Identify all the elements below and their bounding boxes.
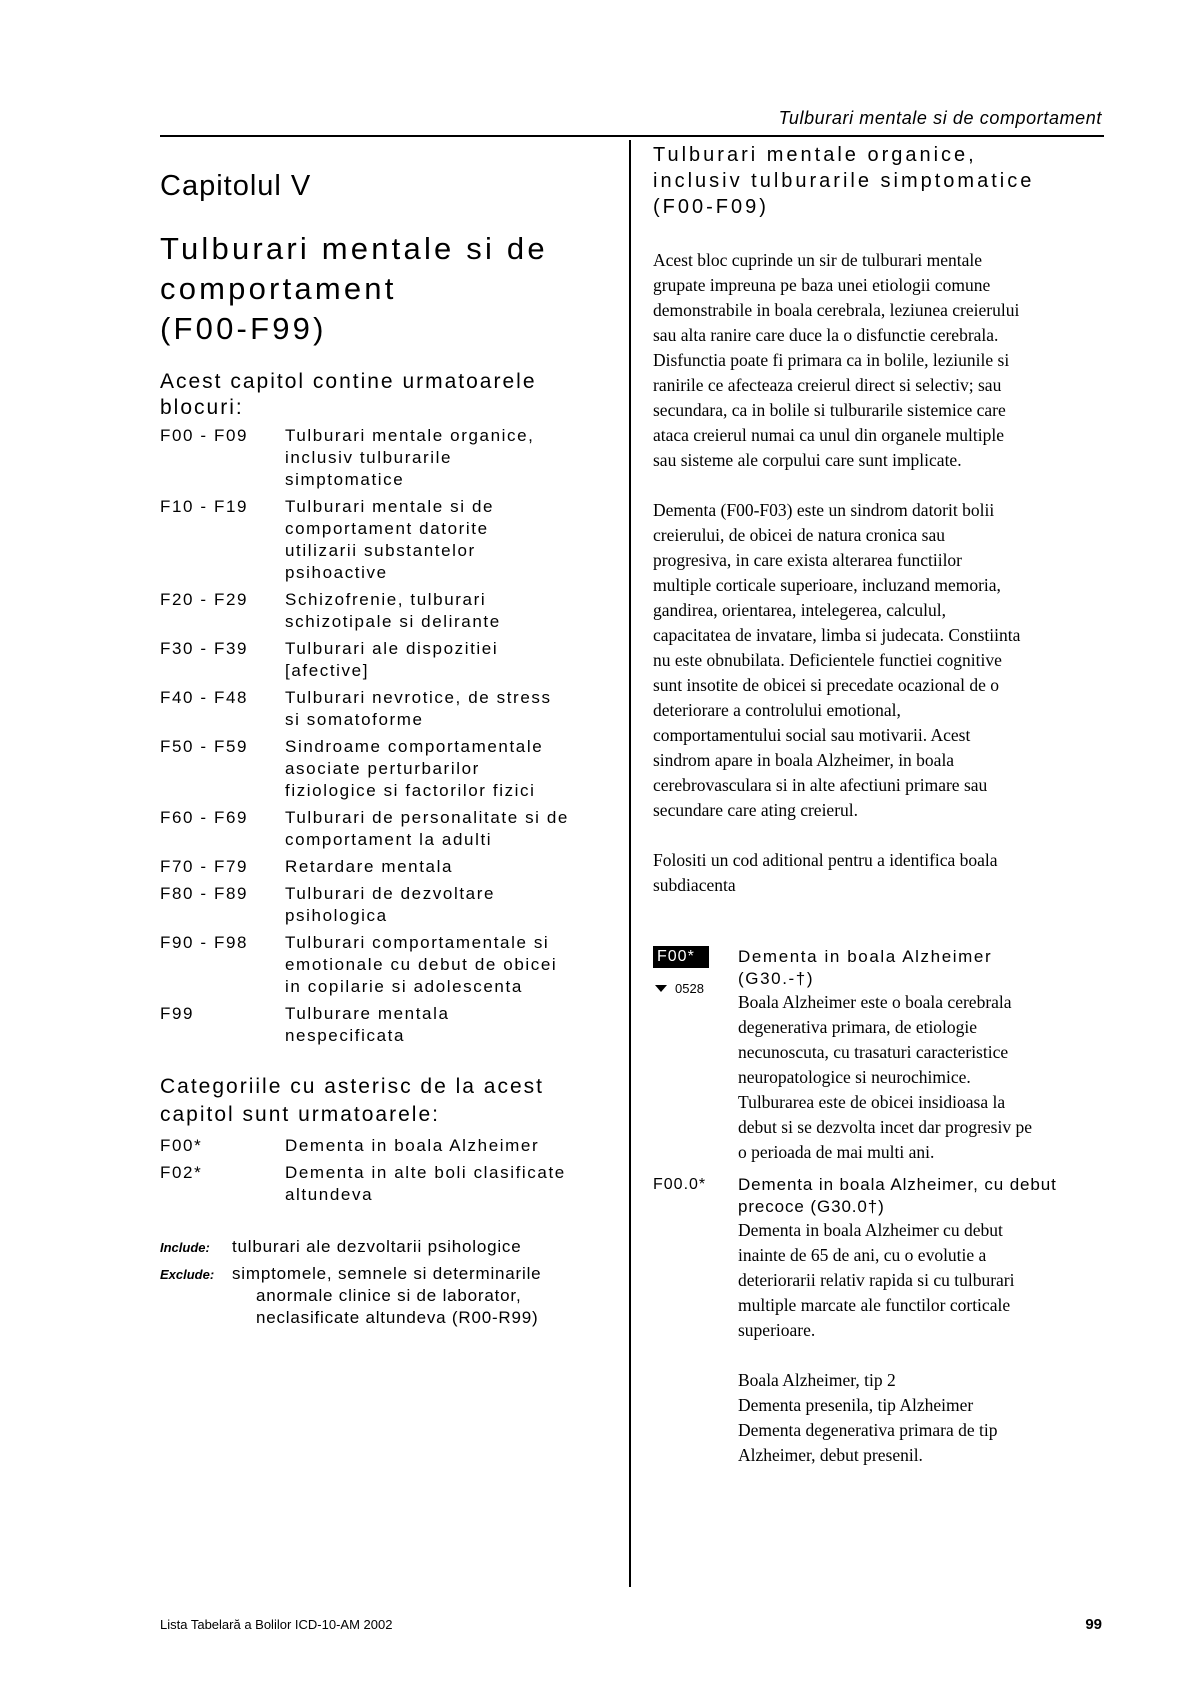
entry-code-column: [653, 946, 738, 1165]
paragraph-line: subdiacenta: [653, 875, 736, 895]
chapter-title-line: Tulburari mentale si de: [160, 231, 548, 266]
entry-body-line: deteriorarii relativ rapida si cu tulburari: [738, 1270, 1015, 1290]
description-line: comportament datorite: [285, 519, 489, 538]
entry-body-line: degenerativa primara, de etiologie: [738, 1017, 978, 1037]
block-description: [285, 883, 615, 927]
description-line: Schizofrenie, tulburari: [285, 590, 487, 609]
description-line: Tulburari mentale si de: [285, 497, 495, 516]
entry-body-line: neuropatologice si neurochimice.: [738, 1067, 971, 1087]
paragraph-line: sau sisteme ale corpului care sunt implicate.: [653, 450, 962, 470]
entry-body-line: superioare.: [738, 1320, 816, 1340]
block-title-line: Tulburari mentale organice,: [653, 144, 977, 166]
cross-reference-number: 0528: [675, 981, 704, 996]
entry-code-column: [653, 1174, 738, 1468]
cross-reference[interactable]: [653, 981, 738, 996]
inclusion-terms: [738, 1368, 1108, 1468]
description-line: psihologica: [285, 906, 388, 925]
include-text: [232, 1236, 521, 1259]
asterisk-intro: [160, 1073, 615, 1129]
triangle-down-icon: [655, 985, 667, 992]
code-row: [160, 1162, 615, 1206]
include-exclude: [160, 1236, 615, 1329]
code-row: [160, 496, 615, 584]
asterisk-intro-line: Categoriile cu asterisc de la acest: [160, 1075, 544, 1098]
entry-body-line: multiple marcate ale functilor corticale: [738, 1295, 1011, 1315]
block-description: [285, 1135, 615, 1157]
coding-instruction: [653, 848, 1108, 898]
paragraph-line: sau alta ranire care duce la o disfunctie cerebrala.: [653, 325, 999, 345]
inclusion-term: Boala Alzheimer, tip 2: [738, 1370, 896, 1390]
paragraph-line: sunt insotite de obicei si precedate ocazional de o: [653, 675, 999, 695]
include-label: Include:: [160, 1240, 210, 1255]
entry-body: [738, 990, 1108, 1165]
chapter-title-line: comportament: [160, 271, 397, 306]
entry-title-line: Dementa in boala Alzheimer: [738, 947, 993, 966]
blocks-table: [160, 425, 615, 1047]
exclude-row: [160, 1263, 615, 1329]
code-row: [160, 687, 615, 731]
paragraph-line: sindrom apare in boala Alzheimer, in boala: [653, 750, 955, 770]
code-entry-f00: [653, 946, 1108, 1165]
block-title-line: (F00-F09): [653, 196, 769, 218]
entry-title-line: precoce (G30.0†): [738, 1197, 885, 1216]
block-description: [285, 736, 615, 802]
block-description: [285, 638, 615, 682]
page-number: 99: [1085, 1616, 1102, 1633]
asterisk-table: [160, 1135, 615, 1206]
paragraph-line: ranirile ce afecteaza creierul direct si selectiv; sau: [653, 375, 1002, 395]
entry-body: [738, 1218, 1108, 1343]
block-description: [285, 496, 615, 584]
paragraph-line: Folositi un cod aditional pentru a identifica boala: [653, 850, 998, 870]
code-row: [160, 883, 615, 927]
description-line: in copilarie si adolescenta: [285, 977, 523, 996]
block-title-line: inclusiv tulburarile simptomatice: [653, 170, 1035, 192]
block-code: F40 - F48: [160, 688, 249, 707]
blocks-intro-line: Acest capitol contine urmatoarele: [160, 370, 537, 393]
inclusion-term: Dementa degenerativa primara de tip: [738, 1420, 998, 1440]
blocks-intro-line: blocuri:: [160, 396, 244, 419]
entry-body-line: Tulburarea este de obicei insidioasa la: [738, 1092, 1006, 1112]
paragraph-line: grupate impreuna pe baza unei etiologii comune: [653, 275, 991, 295]
block-code: F99: [160, 1004, 195, 1023]
right-column: [653, 142, 1108, 1468]
block-code: F10 - F19: [160, 497, 249, 516]
paragraph-line: progresiva, in care exista alterarea functiilor: [653, 550, 963, 570]
code-row: [160, 638, 615, 682]
block-description: [285, 1162, 615, 1206]
description-line: [afective]: [285, 661, 370, 680]
paragraph-line: comportamentului social sau motivarii. Acest: [653, 725, 971, 745]
description-line: Retardare mentala: [285, 857, 453, 876]
description-line: Sindroame comportamentale: [285, 737, 544, 756]
code-row: [160, 736, 615, 802]
block-description: [285, 932, 615, 998]
paragraph-line: cerebrovasculara si in alte afectiuni primare sau: [653, 775, 988, 795]
block-code: F02*: [160, 1163, 203, 1182]
block-title: [653, 142, 1108, 220]
block-description: [285, 687, 615, 731]
paragraph-line: creierului, de obicei de natura cronica sau: [653, 525, 946, 545]
header-rule: [160, 135, 1104, 137]
code-row: [160, 807, 615, 851]
include-line: tulburari ale dezvoltarii psihologice: [232, 1237, 522, 1256]
code-row: [160, 1003, 615, 1047]
code-entry-f00-0: [653, 1174, 1108, 1468]
blocks-intro: [160, 369, 615, 421]
paragraph-line: capacitatea de invatare, limba si judecata. Constiinta: [653, 625, 1021, 645]
block-description: [285, 856, 615, 878]
paragraph-line: ataca creierul numai ca unul din organele multiple: [653, 425, 1004, 445]
description-line: Tulburari de dezvoltare: [285, 884, 496, 903]
running-header: Tulburari mentale si de comportament: [778, 108, 1102, 128]
description-line: fiziologice si factorilor fizici: [285, 781, 536, 800]
description-line: nespecificata: [285, 1026, 406, 1045]
entry-content: [738, 1174, 1108, 1468]
block-code: F80 - F89: [160, 884, 249, 903]
block-code: F00 - F09: [160, 426, 249, 445]
dementia-description: [653, 498, 1108, 823]
description-line: simptomatice: [285, 470, 405, 489]
entry-body-line: inainte de 65 de ani, cu o evolutie a: [738, 1245, 987, 1265]
description-line: Tulburari comportamentale si: [285, 933, 550, 952]
code-entries: [653, 946, 1108, 1468]
exclude-label: Exclude:: [160, 1267, 215, 1282]
block-code: F00*: [160, 1136, 203, 1155]
paragraph-line: nu este obnubilata. Deficientele functiei cognitive: [653, 650, 1002, 670]
chapter-label: Capitolul V: [160, 170, 312, 202]
paragraph-line: Disfunctia poate fi primara ca in bolile, leziunile si: [653, 350, 1010, 370]
code-row: [160, 856, 615, 878]
entry-body-line: debut si se dezvolta incet dar progresiv pe: [738, 1117, 1032, 1137]
block-description: [285, 589, 615, 633]
paragraph-line: deteriorare a controlului emotional,: [653, 700, 901, 720]
code-row: [160, 932, 615, 998]
asterisk-intro-line: capitol sunt urmatoarele:: [160, 1103, 440, 1126]
exclude-line: neclasificate altundeva (R00-R99): [256, 1308, 539, 1327]
exclude-text: [232, 1263, 541, 1329]
block-description: [285, 1003, 615, 1047]
description-line: Dementa in alte boli clasificate: [285, 1163, 566, 1182]
block-code: F50 - F59: [160, 737, 249, 756]
paragraph-line: multiple corticale superioare, incluzand memoria,: [653, 575, 1001, 595]
block-code: F30 - F39: [160, 639, 249, 658]
paragraph-line: demonstrabile in boala cerebrala, leziunea creierului: [653, 300, 1020, 320]
code-row: [160, 425, 615, 491]
block-description: [285, 425, 615, 491]
block-code: F90 - F98: [160, 933, 249, 952]
block-code: F60 - F69: [160, 808, 249, 827]
inclusion-term: Dementa presenila, tip Alzheimer: [738, 1395, 974, 1415]
code-badge: F00*: [653, 946, 709, 968]
entry-title-line: (G30.-†): [738, 969, 815, 988]
description-line: Tulburari nevrotice, de stress: [285, 688, 552, 707]
paragraph-line: Dementa (F00-F03) este un sindrom datorit bolii: [653, 500, 995, 520]
description-line: Tulburari de personalitate si de: [285, 808, 569, 827]
entry-body-line: Dementa in boala Alzheimer cu debut: [738, 1220, 1003, 1240]
description-line: psihoactive: [285, 563, 388, 582]
footer-publication: Lista Tabelară a Bolilor ICD-10-AM 2002: [160, 1617, 393, 1632]
entry-body-line: o perioada de mai multi ani.: [738, 1142, 935, 1162]
description-line: schizotipale si delirante: [285, 612, 501, 631]
block-description: [653, 248, 1108, 473]
description-line: inclusiv tulburarile: [285, 448, 453, 467]
chapter-title: [160, 229, 615, 349]
exclude-line: anormale clinice si de laborator,: [256, 1286, 522, 1305]
description-line: si somatoforme: [285, 710, 424, 729]
entry-code: F00.0*: [653, 1176, 707, 1193]
chapter-title-line: (F00-F99): [160, 311, 327, 346]
description-line: Tulburare mentala: [285, 1004, 450, 1023]
entry-title-line: Dementa in boala Alzheimer, cu debut: [738, 1175, 1057, 1194]
description-line: utilizarii substantelor: [285, 541, 476, 560]
description-line: Tulburari ale dispozitiei: [285, 639, 499, 658]
description-line: Dementa in boala Alzheimer: [285, 1136, 540, 1155]
block-code: F20 - F29: [160, 590, 249, 609]
include-row: [160, 1236, 615, 1259]
block-description: [285, 807, 615, 851]
entry-body-line: Boala Alzheimer este o boala cerebrala: [738, 992, 1012, 1012]
left-column: [160, 170, 615, 1333]
exclude-line: simptomele, semnele si determinarile: [232, 1264, 542, 1283]
description-line: comportament la adulti: [285, 830, 493, 849]
paragraph-line: secundare care ating creierul.: [653, 800, 859, 820]
entry-content: [738, 946, 1108, 1165]
description-line: asociate perturbarilor: [285, 759, 480, 778]
paragraph-line: secundara, ca in bolile si tulburarile sistemice care: [653, 400, 1006, 420]
column-divider: [629, 140, 631, 1587]
inclusion-term: Alzheimer, debut presenil.: [738, 1445, 923, 1465]
code-row: [160, 589, 615, 633]
entry-body-line: necunoscuta, cu trasaturi caracteristice: [738, 1042, 1009, 1062]
description-line: altundeva: [285, 1185, 374, 1204]
paragraph-line: gandirea, orientarea, intelegerea, calculul,: [653, 600, 946, 620]
block-code: F70 - F79: [160, 857, 249, 876]
description-line: Tulburari mentale organice,: [285, 426, 535, 445]
paragraph-line: Acest bloc cuprinde un sir de tulburari mentale: [653, 250, 982, 270]
description-line: emotionale cu debut de obicei: [285, 955, 558, 974]
code-row: [160, 1135, 615, 1157]
